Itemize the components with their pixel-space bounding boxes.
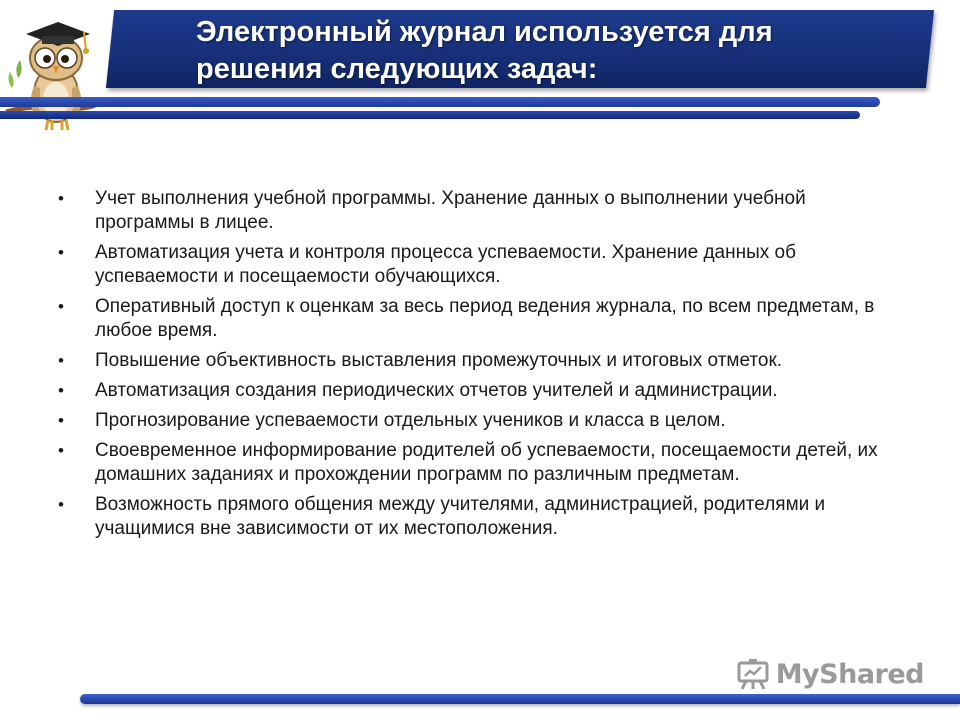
bullet-icon: • (58, 411, 64, 430)
list-item (58, 439, 908, 487)
presentation-board-icon (736, 657, 770, 691)
bullet-icon: • (58, 297, 64, 316)
list-item-text: Учет выполнения учебной программы. Хранение данных о выполнении учебной программы в лицее. (95, 188, 806, 233)
title-line-2: решения следующих задач: (196, 53, 598, 85)
list-item-text: Возможность прямого общения между учителями, администрацией, родителями и учащимися вне зависимости от их местоположения. (95, 494, 826, 539)
list-item-text: Автоматизация учета и контроля процесса успеваемости. Хранение данных об успеваемости и посещаемости обучающихся. (95, 242, 796, 287)
list-item (58, 493, 908, 541)
list-item-text: Оперативный доступ к оценкам за весь период ведения журнала, по всем предметам, в любое время. (95, 296, 875, 341)
task-list (58, 187, 908, 547)
bullet-icon: • (58, 381, 64, 400)
slide-title (196, 14, 896, 88)
list-item-text: Своевременное информирование родителей об успеваемости, посещаемости детей, их домашних заданиях и прохождении программ по различным предметам. (95, 440, 878, 485)
list-item (58, 409, 908, 433)
bullet-icon: • (58, 351, 64, 370)
list-item (58, 349, 908, 373)
watermark-text: MyShared (775, 658, 924, 690)
owl-mascot-icon (4, 8, 100, 148)
bullet-icon: • (58, 441, 64, 460)
decorative-stripe-top-2 (0, 111, 860, 119)
myshared-watermark[interactable] (736, 656, 924, 692)
list-item-text: Повышение объективность выставления промежуточных и итоговых отметок. (95, 350, 783, 371)
list-item-text: Автоматизация создания периодических отчетов учителей и администрации. (95, 380, 778, 401)
decorative-stripe-bottom (80, 694, 960, 704)
bullet-icon: • (58, 189, 64, 208)
decorative-stripe-top (0, 97, 880, 107)
bullet-icon: • (58, 495, 64, 514)
list-item (58, 379, 908, 403)
list-item (58, 187, 908, 235)
list-item-text: Прогнозирование успеваемости отдельных учеников и класса в целом. (95, 410, 726, 431)
list-item (58, 241, 908, 289)
bullet-icon: • (58, 243, 64, 262)
list-item (58, 295, 908, 343)
title-line-1: Электронный журнал используется для (196, 16, 773, 48)
